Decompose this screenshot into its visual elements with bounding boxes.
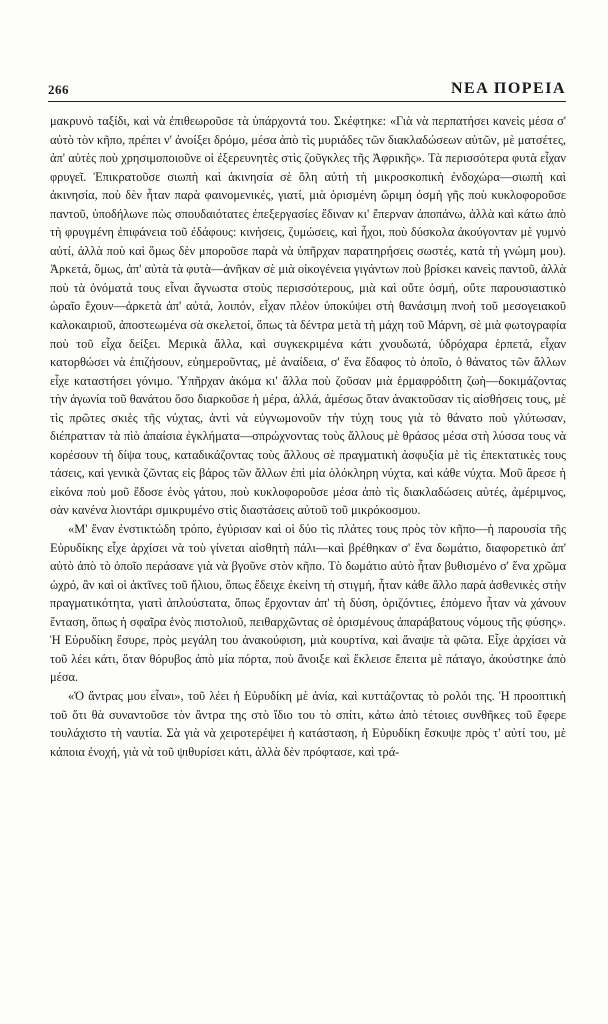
paragraph-1: μακρυνὸ ταξίδι, καὶ νὰ ἐπιθεωροῦσε τὰ ὑπάρχοντά του. Σκέφτηκε: «Γιὰ νὰ περπατήσει κανεὶς μέσα σ' αὐτὸ τὸν κῆπο, πρέπει ν' ἀνοίξει δρόμο, μέσα ἀπὸ τὶς μυριάδες τῶν διακλαδώσεων αὐτῶν, μὲ ματσέτες, ἀπ' αὐτὲς ποὺ χρησιμοποιοῦνε οἱ ἐξερευνητὲς στὶς ζοῦγκλες τῆς Ἀφρικῆς». Τὰ περισσότερα φυτὰ εἶχαν φρυγεῖ. Ἐπικρατοῦσε σιωπὴ καὶ ἀκινησία σὲ ὅλη αὐτὴ τὴ μικροσκοπικὴ ἐνδοχώρα—σιωπὴ καὶ ἀκινησία, ποὺ δὲν ἦταν παρὰ φαινομενικές, γιατί, μιὰ ὁρισμένη ὥριμη ὀσμὴ γῆς ποὺ κυκλοφοροῦσε παντοῦ, ὑποδήλωνε πὼς σπουδαιότατες ἐπεξεργασίες ἔδιναν κι' ἔπερναν ἀποπάνω, ἀλλὰ καὶ κάτω ἀπὸ τὴ φρυγμένη ἐπιφάνεια τοῦ ἐδάφους: κινήσεις, ζυμώσεις, καὶ ἦχοι, ποὺ δύσκολα ἀκούγονταν μὲ γυμνὸ αὐτί, ἀλλὰ ποὺ καὶ ὅμως δὲν μποροῦσε παρὰ νὰ ὑπῆρχαν παρατηρήσεις σωστές, κατὰ τὴ γνώμη μου). Ἀρκετά, ὅμως, ἀπ' αὐτὰ τὰ φυτὰ—ἀνῆκαν σὲ μιὰ οἰκογένεια γιγάντων ποὺ βρίσκει κανεὶς παντοῦ, ἀλλὰ ποὺ τὰ ὀνόματά τους εἶναι ἄγνωστα στοὺς περισσότερους, μιὰ καὶ οὔτε ὀσμή, οὔτε παρουσιαστικὸ ὡραῖο ἔχουν—ἀρκετὰ ἀπ' αὐτά, λοιπόν, εἶχαν πλέον ὑποκύψει στὴ θανάσιμη πνοὴ τοῦ μεσογειακοῦ καλοκαιριοῦ, ἀποστεωμένα σὰ σκελετοί, ὅπως τὰ δέντρα μετὰ τὴ μάχη τοῦ Μάρνη, σὲ μιὰ φωτογραφία ποὺ τοῦ εἶχα δείξει. Μερικὰ ἄλλα, καὶ συγκεκριμένα κάτι χνουδωτά, ὑδρόχαρα ἑρπετά, εἶχαν κατορθώσει νὰ ἐπιζήσουν, εὐημεροῦντας, μὲ ἀναίδεια, σ' ἕνα ἔδαφος τὸ ὁποῖο, ὁ θάνατος τῶν ἄλλων εἶχε καταστήσει γόνιμο. Ὑπῆρχαν ἀκόμα κι' ἄλλα ποὺ ζοῦσαν μιὰ ἑρμαφρόδιτη ζωὴ—δοκιμάζοντας τὴν ἀγωνία τοῦ θανάτου ὅσο διαρκοῦσε ἡ μέρα, ἀλλά, ἀμέσως ὅταν ἀνακτοῦσαν τὶς αἰσθήσεις τους, μὲ τὶς πρῶτες σκιὲς τῆς νύχτας, ἀντὶ νὰ εὐγνωμονοῦν τὴν τύχη τους γιὰ τὸ θάνατο ποὺ γλύτωσαν, διέπρατταν τὰ πὶὸ ἀπαίσια ἐγκλήματα—σπρώχνοντας τοὺς ἄλλους μὲ θράσος μέσα στὴ λύσσα τους νὰ κορέσουν τὴ δίψα τους, καταδικάζοντας τοὺς ἄλλους σὲ πραγματικὴ ἀσφυξία μὲ τὶς ἐπεκτατικὲς τους τάσεις, καὶ γενικὰ ζῶντας εἰς βάρος τῶν ἄλλων ἐπὶ μία ὁλόκληρη νύχτα, καὶ κάθε νύχτα. Μοῦ ἄρεσε ἡ εἰκόνα ποὺ μοῦ ἔδοσε ἑνὸς γάτου, ποὺ κυκλοφοροῦσε μέσα ἀπὸ τὶς διακλαδώσεις αὐτές, ἀμέριμνος, σὰν κανένα λιοντάρι σμικρυμένο στὶς διαστάσεις αὐτοῦ τοῦ μικρόκοσμου.	[50, 114, 566, 518]
paragraph-2: «Μ' ἕναν ἐνστικτώδη τρόπο, ἐγύρισαν καὶ οἱ δύο τὶς πλάτες τους πρὸς τὸν κῆπο—ἡ παρουσία τῆς Εὐρυδίκης εἶχε ἀρχίσει νὰ τοὺ γίνεται αἰσθητὴ πάλι—καὶ βρέθηκαν σ' ἕνα δωμάτιο, διαφορετικὸ ἀπ' αὐτὸ ἀπὸ τὸ ὁποῖο περάσανε γιὰ νὰ βγοῦνε στὸν κῆπο. Τὸ δωμάτιο αὐτὸ ἦταν βυθισμένο σ' ἕνα χρῶμα ὠχρό, ἂν καὶ οἱ ἀκτῖνες τοῦ ἥλιου, ὅπως ἔδειχε ἐκείνη τὴ στιγμή, ἦταν κάθε ἄλλο παρὰ ἀσθενικὲς στὴν πραγματικότητα, γιατὶ ἁπλούστατα, ὅπως ἔρχονταν ἀπ' τὴ δύση, ὁριζόντιες, ἑπόμενο ἦταν νὰ χάνουν ἔνταση, ὅπως ἡ σφαῖρα ἑνὸς πιστολιοῦ, πειθαρχῶντας σὲ ὁρισμένους ἀπαράβατους νόμους τῆς φύσης». Ἡ Εὐρυδίκη ἔσυρε, πρὸς μεγάλη του ἀνακούφιση, μιὰ κουρτίνα, καὶ ἄναψε τὰ φῶτα. Εἶχε ἀρχίσει νὰ τοῦ λέει κάτι, ὅταν θόρυβος ἀπὸ μία πόρτα, ποὺ ἄνοιξε καὶ ἔκλεισε ἔπειτα μὲ πάταγο, ἀκούστηκε ἀπὸ μέσα.	[50, 522, 566, 685]
journal-title: ΝΕΑ ΠΟΡΕΙΑ	[450, 80, 566, 97]
paragraph-3: «Ὁ ἄντρας μου εἶναι», τοῦ λέει ἡ Εὐρυδίκη μὲ ἀνία, καὶ κυττάζοντας τὸ ρολόι της. Ἡ προοπτικὴ τοῦ ὅτι θὰ συναντοῦσε τὸν ἄντρα της στὸ ἴδιο του τὸ σπίτι, κάτω ἀπὸ τέτοιες συνθῆκες τοῦ ἔφερε τουλάχιστο τὴ ναυτία. Σὰ γιὰ νὰ χειροτερέψει ἡ κατάσταση, ἡ Εὐρυδίκη ἔσκυψε πρὸς τ' αὐτί του, μὲ κάποια ἐνοχή, γιὰ νὰ τοῦ ψιθυρίσει κάτι, ἀλλὰ δὲν πρόφτασε, καὶ τρά-	[50, 688, 566, 759]
body-text	[50, 112, 566, 761]
running-header	[48, 72, 566, 98]
page-number: 266	[48, 82, 69, 97]
header-rule	[48, 101, 566, 102]
